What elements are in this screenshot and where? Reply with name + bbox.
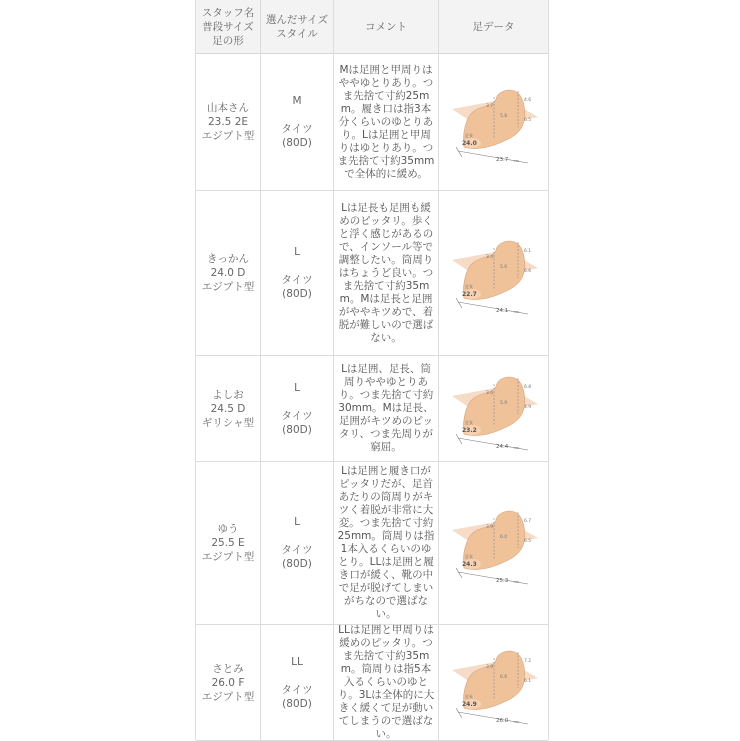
size-style-cell (261, 191, 333, 355)
foot-length-value: 23.2 (461, 426, 477, 434)
staff-name: きっかん (207, 253, 249, 265)
instep-value: 3.4 (485, 255, 493, 260)
foot-diag-value: 25.3 (495, 578, 508, 584)
measure-value-3: 4.9 (523, 404, 531, 410)
foot-length-value: 24.9 (461, 700, 477, 708)
staff-name: ゆう (217, 523, 239, 535)
foot-shape: ギリシャ型 (201, 416, 255, 429)
style-name: タイツ (281, 683, 313, 696)
foot-diag-value: 24.1 (495, 308, 508, 314)
usual-size: 26.0 F (211, 676, 245, 689)
measure-value-2: 6.7 (523, 519, 531, 524)
denier: (80D) (282, 423, 312, 436)
measure-tick (456, 708, 462, 718)
denier: (80D) (282, 697, 312, 710)
measure-value-3: 6.5 (523, 539, 531, 544)
style-name: タイツ (281, 409, 313, 422)
foot-length-label: 足長 (464, 284, 473, 289)
comment-cell (334, 625, 438, 740)
foot-shape: エジプト型 (201, 130, 255, 142)
denier: (80D) (282, 558, 312, 570)
unit-label: cm (513, 445, 519, 450)
measure-value-2: 6.1 (523, 249, 531, 254)
size-style-cell (261, 462, 333, 624)
foot-length-value: 22.7 (461, 291, 477, 298)
table-row (196, 191, 548, 356)
usual-size: 24.5 D (210, 402, 246, 415)
foot-shape: エジプト型 (201, 281, 255, 293)
foot-illustration (444, 364, 544, 454)
denier: (80D) (282, 137, 312, 149)
chosen-size: L (294, 246, 300, 258)
style-name: タイツ (281, 274, 313, 286)
comment-cell (334, 191, 438, 355)
measure-value-1: 5.6 (499, 265, 507, 270)
staff-cell (196, 625, 260, 740)
foot-length-label: 足長 (464, 554, 473, 559)
measure-value-3: 6.6 (523, 269, 531, 274)
foot-length-label: 足長 (464, 419, 473, 425)
unit-label: cm (513, 719, 519, 724)
foot-illustration (444, 77, 544, 167)
measure-value-1: 5.9 (499, 400, 507, 406)
foot-length-value: 24.3 (461, 561, 477, 568)
foot-length-label: 足長 (464, 133, 473, 138)
comment-text: Lは足長も足囲も緩めのピッタリ。歩くと浮く感じがあるので、インソール等で調整したい。筒周りはちょうど良い。つま先捨て寸約35mm。Mは足長と足囲がややキツめで、着脱が難しいので選ばない。 (338, 201, 434, 344)
instep-value: 3.6 (485, 390, 493, 396)
size-style-cell (261, 625, 333, 740)
instep-value: 3.7 (485, 104, 493, 109)
measure-value-3: 6.5 (523, 118, 531, 123)
header-foot-data: 足データ (472, 20, 515, 33)
measure-value-1: 5.8 (499, 114, 507, 119)
usual-size: 25.5 E (211, 537, 245, 549)
instep-value: 3.9 (485, 664, 493, 670)
chosen-size: L (294, 516, 300, 528)
foot-illustration (444, 638, 544, 728)
unit-label: cm (513, 580, 519, 584)
foot-data-cell (439, 191, 548, 355)
foot-length-label: 足長 (464, 693, 473, 699)
header-comment: コメント (365, 20, 407, 33)
measure-value-2: 6.8 (523, 384, 531, 390)
foot-shape: エジプト型 (201, 551, 255, 563)
comment-text: Lは足囲、足長、筒周りややゆとりあり。つま先捨て寸約30mm。Mは足長、足囲がキツめのピッタリ、つま先周りが窮屈。 (338, 363, 434, 453)
denier: (80D) (282, 288, 312, 300)
foot-diag-value: 24.4 (495, 443, 508, 450)
table-row (196, 462, 548, 625)
usual-size: 24.0 D (210, 267, 246, 279)
table-row (196, 356, 548, 462)
staff-cell (196, 356, 260, 461)
foot-length-value: 24.0 (461, 140, 477, 147)
measure-tick (456, 434, 462, 444)
chosen-size: L (294, 381, 300, 394)
comment-text: Lは足囲と履き口がピッタリだが、足首あたりの筒周りがキツく着脱が非常に大変。つま先捨て寸約25mm。筒周りは指1本入るくらいのゆとり。LLは足囲と履き口が緩く、靴の中で足が脱げてしまいがちなので選ばない。 (337, 465, 435, 620)
staff-name: よしお (212, 388, 244, 401)
comment-text: LLは足囲と甲周りは緩めのピッタリ。つま先捨て寸約35mm。筒周りは指5本入るくらいのゆとり。3Lは全体的に大きく緩くて足が動いてしまうので選ばない。 (337, 624, 435, 740)
chosen-size: M (292, 95, 302, 107)
measure-value-1: 6.6 (499, 674, 507, 680)
style-name: タイツ (281, 123, 313, 135)
comment-cell (334, 54, 438, 190)
chosen-size: LL (291, 655, 303, 668)
measure-tick (456, 298, 462, 308)
measure-value-1: 6.0 (499, 535, 507, 540)
foot-data-cell (439, 356, 548, 461)
foot-diag-value: 23.7 (495, 157, 508, 163)
style-name: タイツ (281, 544, 313, 556)
size-style-cell (261, 54, 333, 190)
foot-data-cell (439, 625, 548, 740)
measure-value-3: 6.1 (523, 678, 531, 684)
comment-cell (334, 462, 438, 624)
table-row (196, 625, 548, 741)
fitting-table (195, 0, 549, 740)
foot-data-cell (439, 54, 548, 190)
measure-value-2: 4.6 (523, 98, 531, 103)
unit-label: cm (513, 159, 519, 163)
comment-cell (334, 356, 438, 461)
unit-label: cm (513, 310, 519, 314)
measure-value-2: 7.2 (523, 658, 531, 664)
foot-illustration (444, 228, 544, 318)
header-staff: スタッフ名 普段サイズ 足の形 (201, 6, 255, 47)
staff-name: さとみ (212, 662, 244, 675)
table-row (196, 54, 548, 191)
foot-diag-value: 26.0 (495, 717, 508, 724)
usual-size: 23.5 2E (207, 116, 249, 128)
foot-data-cell (439, 462, 548, 624)
instep-value: 3.9 (485, 525, 493, 530)
staff-cell (196, 191, 260, 355)
size-style-cell (261, 356, 333, 461)
staff-cell (196, 54, 260, 190)
foot-illustration (444, 498, 544, 588)
table-header (196, 0, 548, 54)
staff-name: 山本さん (207, 102, 249, 114)
measure-tick (456, 147, 462, 157)
measure-tick (456, 568, 462, 578)
foot-shape: エジプト型 (201, 690, 255, 703)
header-size-style: 選んだサイズ スタイル (265, 13, 329, 40)
comment-text: Mは足囲と甲周りはややゆとりあり。つま先捨て寸約25mm。履き口は指3本分くらいのゆとりあり。Lは足囲と甲周りはゆとりあり。つま先捨て寸約35mmで全体的に緩め。 (337, 63, 435, 180)
staff-cell (196, 462, 260, 624)
